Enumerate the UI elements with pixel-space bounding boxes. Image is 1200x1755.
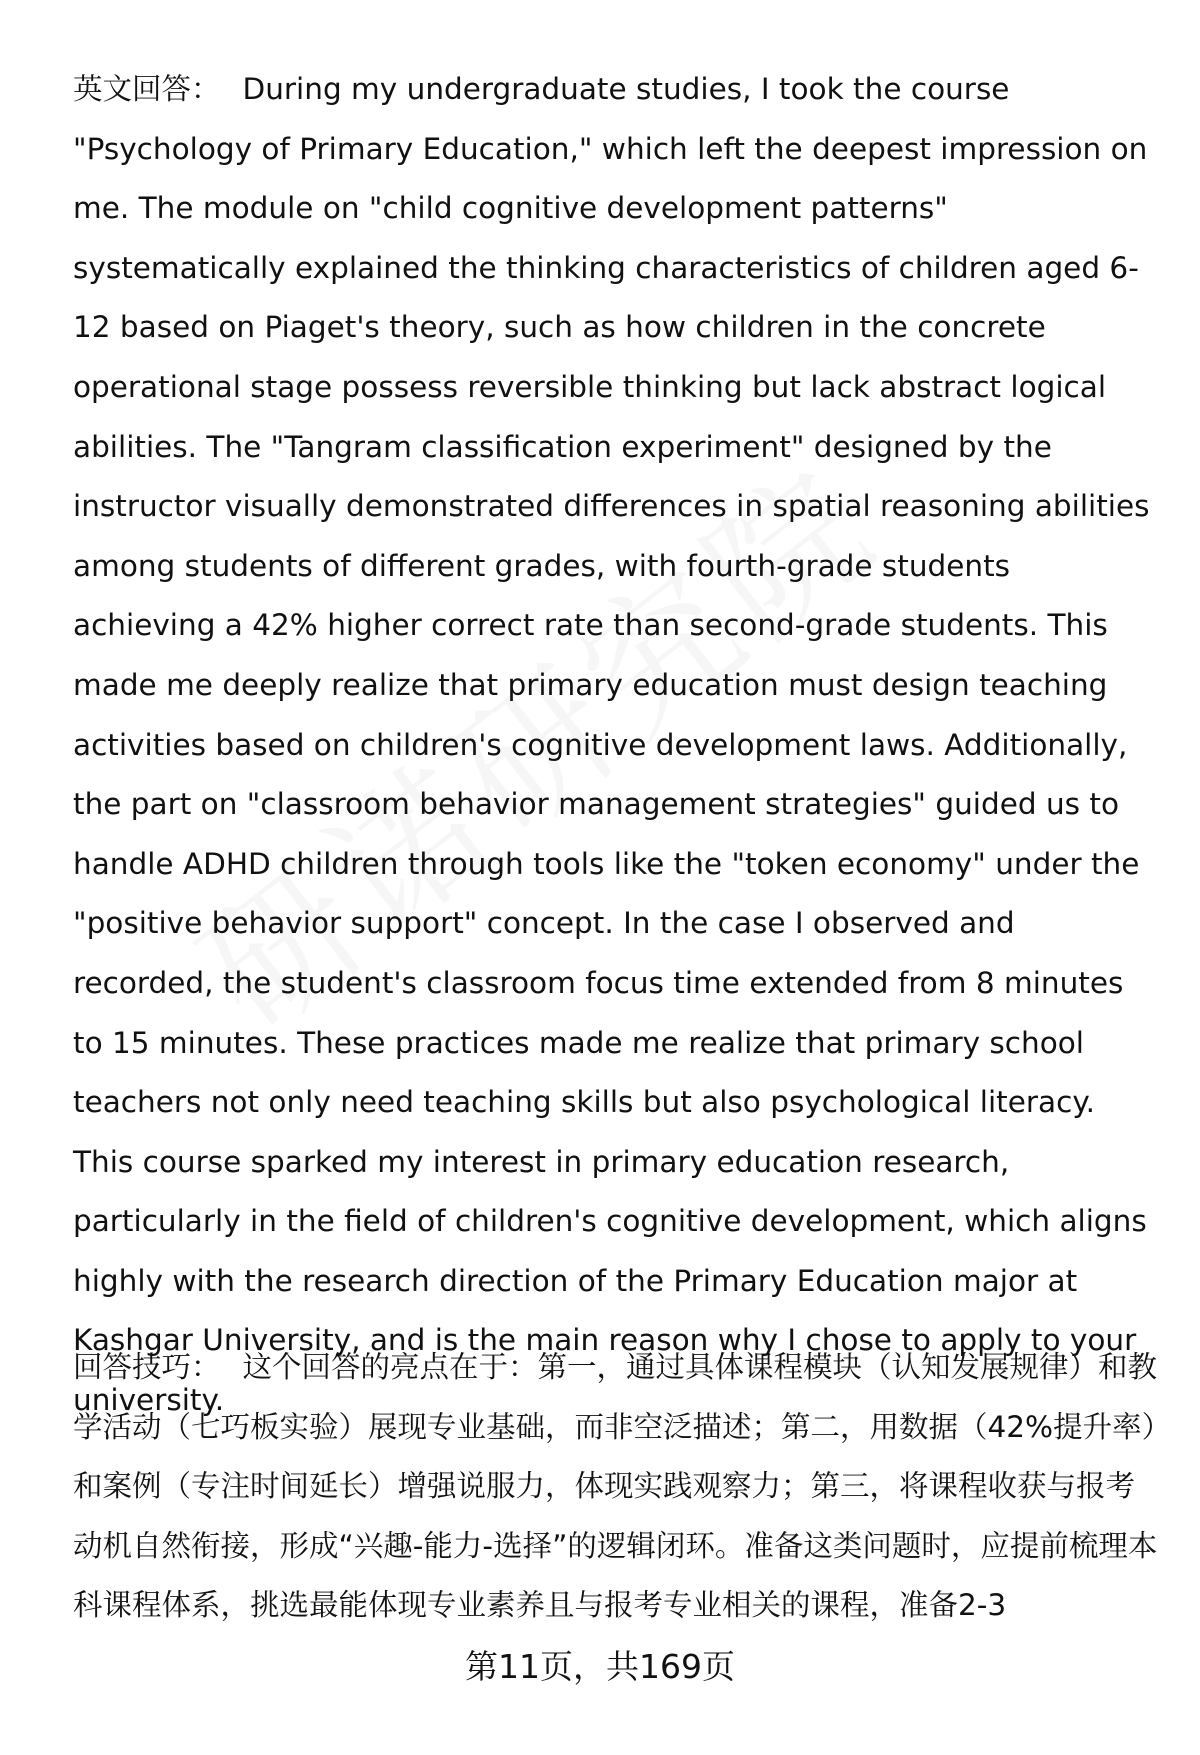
english-answer-paragraph — [73, 60, 1158, 1431]
page-number: 第11页，共169页 — [465, 1647, 735, 1686]
answer-tips-text: 这个回答的亮点在于：第一，通过具体课程模块（认知发展规律）和教学活动（七巧板实验）展现专业基础，而非空泛描述；第二，用数据（42%提升率）和案例（专注时间延长）增强说服力，体现实践观察力；第三，将课程收获与报考动机自然衔接，形成“兴趣-能力-选择”的逻辑闭环。准备这类问题时，应提前梳理本科课程体系，挑选最能体现专业素养且与报考专业相关的课程，准备2-3 — [73, 1350, 1158, 1623]
english-answer-text: During my undergraduate studies, I took the course "Psychology of Primary Education," which left the deepest impression on me. The module on "child cognitive development patterns" systematically explained the thinking characteristics of children aged 6-12 based on Piaget's theory, such as how children in the concrete operational stage possess reversible thinking but lack abstract logical abilities. The "Tangram classification experiment" designed by the instructor visually demonstrated differences in spatial reasoning abilities among students of different grades, with fourth-grade students achieving a 42% higher correct rate than second-grade students. This made me deeply realize that primary education must design teaching activities based on children's cognitive development laws. Additionally, the part on "classroom behavior management strategies" guided us to handle ADHD children through tools like the "token economy" under the "positive behavior support" concept. In the case I observed and recorded, the student's classroom focus time extended from 8 minutes to 15 minutes. These practices made me realize that primary school teachers not only need teaching skills but also psychological literacy. This course sparked my interest in primary education research, particularly in the field of children's cognitive development, which aligns highly with the research direction of the Primary Education major at Kashgar University, and is the main reason why I chose to apply to your university. — [73, 72, 1150, 1418]
answer-tips-paragraph — [73, 1338, 1158, 1636]
english-answer-label: 英文回答： — [73, 72, 221, 106]
answer-tips-label: 回答技巧： — [73, 1350, 221, 1384]
